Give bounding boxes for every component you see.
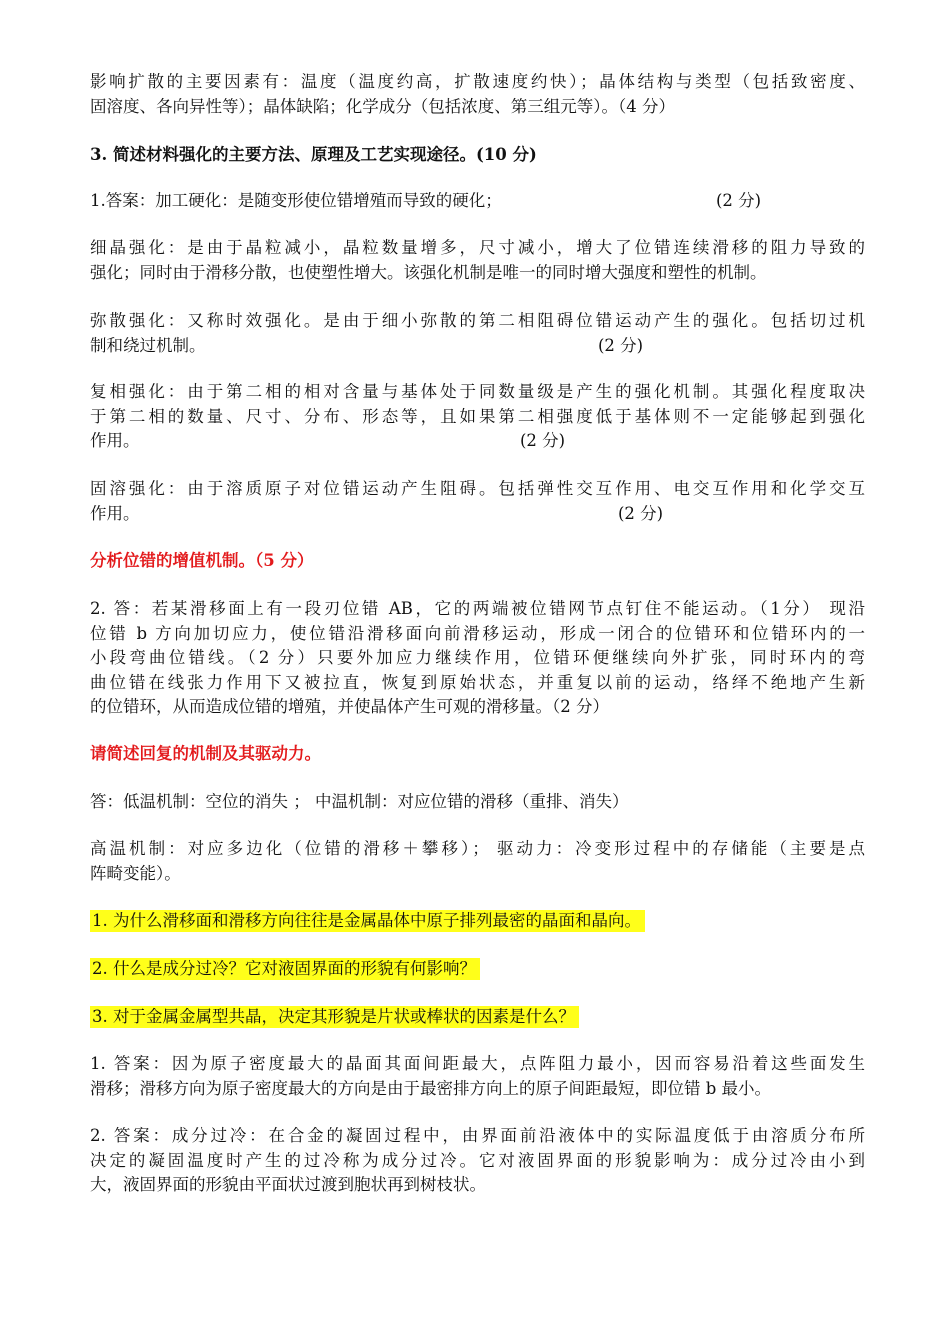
highlight-text: 1. 为什么滑移面和滑移方向往往是金属晶体中原子排列最密的晶面和晶向。 <box>90 910 645 932</box>
answer-dislocation-multiplication: 2. 答：若某滑移面上有一段刃位错 AB，它的两端被位错网节点钉住不能运动。（1分） 现沿 位错 b 方向加切应力，使位错沿滑移面向前滑移运动，形成一闭合的位错环和位错环内的一 小段弯曲位错线。（2 分）只要外加应力继续作用，位错环便继续向外扩张，同时环内的弯 曲位错在线张力作用下又被拉直，恢复到原始状态，并重复以前的运动，络绎不绝地产生新 的位错环，从而造成位错的增殖，并使晶体产生可观的滑移量。（2 分） <box>90 599 865 716</box>
answer-multiphase-strengthening: 复相强化：由于第二相的相对含量与基体处于同数量级是产生的强化机制。其强化程度取决 于第二相的数量、尺寸、分布、形态等，且如果第二相强度低于基体则不一定能够起到强化 作用。 (2 分) <box>90 380 865 454</box>
question-dislocation-multiplication: 分析位错的增值机制。（5 分） <box>90 551 314 570</box>
highlight-text: 3. 对于金属金属型共晶，决定其形貌是片状或棒状的因素是什么？ <box>90 1006 579 1028</box>
question-recovery-mechanism: 请简述回复的机制及其驱动力。 <box>90 744 321 763</box>
answer-recovery-low-mid: 答：低温机制：空位的消失 ； 中温机制：对应位错的滑移（重排、消失） <box>90 792 629 811</box>
answer-work-hardening: 1.答案：加工硬化：是随变形使位错增殖而导致的硬化； (2 分) <box>90 189 865 214</box>
diffusion-factors-paragraph: 影响扩散的主要因素有：温度（温度约高，扩散速度约快）；晶体结构与类型（包括致密度、 固溶度、各向异性等）；晶体缺陷；化学成分（包括浓度、第三组元等）。（4 分） <box>90 72 865 116</box>
score-label: (2 分) <box>716 191 762 210</box>
highlighted-question-3 <box>90 1005 865 1030</box>
highlighted-question-1 <box>90 909 865 934</box>
highlight-text: 2. 什么是成分过冷？它对液固界面的形貌有何影响？ <box>90 958 480 980</box>
answer-constitutional-supercooling: 2. 答案：成分过冷：在合金的凝固过程中，由界面前沿液体中的实际温度低于由溶质分布所 决定的凝固温度时产生的过冷称为成分过冷。它对液固界面的形貌影响为：成分过冷由小到 大，液固界面的形貌由平面状过渡到胞状再到树枝状。 <box>90 1126 865 1194</box>
answer-slip-planes: 1. 答案：因为原子密度最大的晶面其面间距最大，点阵阻力最小，因而容易沿着这些面发生 滑移；滑移方向为原子密度最大的方向是由于最密排方向上的原子间距最短，即位错 b 最小。 <box>90 1054 865 1098</box>
score-label: (2 分) <box>598 335 644 355</box>
answer-dispersion-strengthening: 弥散强化：又称时效强化。是由于细小弥散的第二相阻碍位错运动产生的强化。包括切过机 制和绕过机制。 (2 分) <box>90 309 865 358</box>
score-label: (2 分) <box>618 503 664 523</box>
question-3-heading: 3. 简述材料强化的主要方法、原理及工艺实现途径。(10 分) <box>90 145 537 164</box>
answer-solid-solution-strengthening: 固溶强化：由于溶质原子对位错运动产生阻碍。包括弹性交互作用、电交互作用和化学交互 作用。 (2 分) <box>90 477 865 526</box>
score-label: (2 分) <box>520 431 566 450</box>
highlighted-question-2 <box>90 957 865 982</box>
answer-recovery-high: 高温机制：对应多边化（位错的滑移＋攀移）； 驱动力：冷变形过程中的存储能（主要是点 阵畸变能）。 <box>90 839 865 883</box>
answer-grain-refinement: 细晶强化：是由于晶粒减小，晶粒数量增多，尺寸减小，增大了位错连续滑移的阻力导致的 强化；同时由于滑移分散，也使塑性增大。该强化机制是唯一的同时增大强度和塑性的机制。 <box>90 238 865 282</box>
